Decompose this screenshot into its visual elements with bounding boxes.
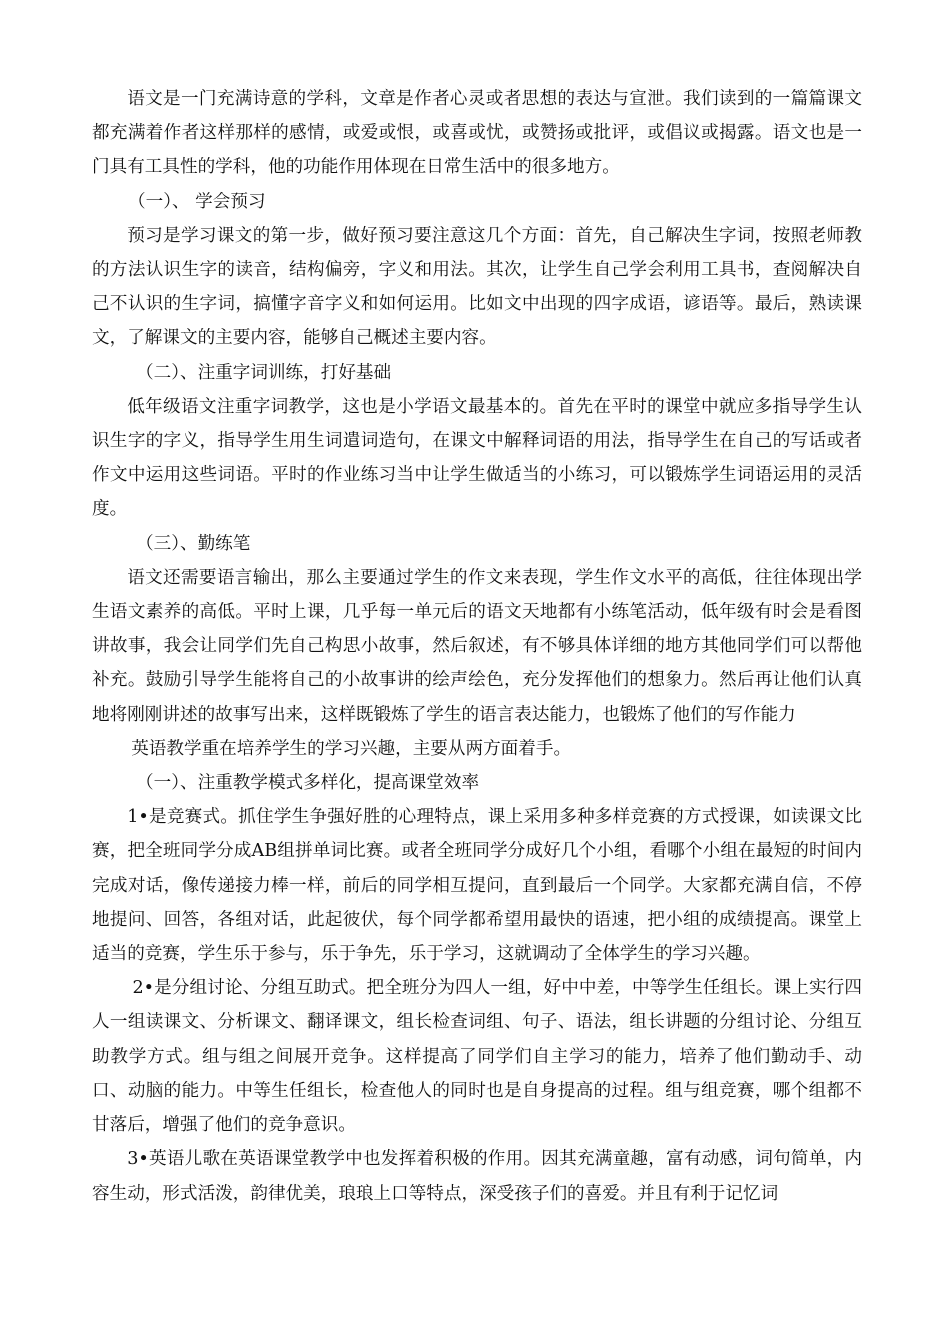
paragraph-english-songs: 3•英语儿歌在英语课堂教学中也发挥着积极的作用。因其充满童趣，富有动感，词句简单，内容生动，形式活泼，韵律优美，琅琅上口等特点，深受孩子们的喜爱。并且有利于记忆词 — [92, 1149, 862, 1204]
paragraph-competition-method: 1•是竞赛式。抓住学生争强好胜的心理特点，课上采用多种多样竞赛的方式授课，如读课文比赛，把全班同学分成AB组拼单词比赛。或者全班同学分成好几个小组，看哪个小组在最短的时间内完成对话，像传递接力棒一样，前后的同学相互提问，直到最后一个同学。大家都充满自信，不停地提问、回答，各组对话，此起彼伏，每个同学都希望用最快的语速，把小组的成绩提高。课堂上适当的竞赛，学生乐于参与，乐于争先，乐于学习，这就调动了全体学生的学习兴趣。 — [92, 807, 862, 965]
heading-teaching-modes: （一）、注重教学模式多样化，提高课堂效率 — [136, 773, 480, 794]
document-body — [92, 82, 862, 1211]
paragraph-preview: 预习是学习课文的第一步，做好预习要注意这几个方面：首先，自己解决生字词，按照老师教的方法认识生字的读音，结构偏旁，字义和用法。其次，让学生自己学会利用工具书，查阅解决自己不认识的生字词，搞懂字音字义和如何运用。比如文中出现的四字成语，谚语等。最后，熟读课文，了解课文的主要内容，能够自己概述主要内容。 — [92, 225, 862, 349]
heading-vocabulary-training: （二）、注重字词训练，打好基础 — [136, 362, 392, 383]
paragraph-chinese-intro: 语文是一门充满诗意的学科，文章是作者心灵或者思想的表达与宣泄。我们读到的一篇篇课文都充满着作者这样那样的感情，或爱或恨，或喜或忧，或赞扬或批评，或倡议或揭露。语文也是一门具有工具性的学科，他的功能作用体现在日常生活中的很多地方。 — [92, 89, 862, 178]
paragraph-vocabulary-training: 低年级语文注重字词教学，这也是小学语文最基本的。首先在平时的课堂中就应多指导学生认识生字的字义，指导学生用生词遣词造句，在课文中解释词语的用法，指导学生在自己的写话或者作文中运用这些词语。平时的作业练习当中让学生做适当的小练习，可以锻炼学生词语运用的灵活度。 — [92, 396, 862, 520]
paragraph-english-intro: 英语教学重在培养学生的学习兴趣，主要从两方面着手。 — [131, 738, 572, 759]
paragraph-group-discussion: 2•是分组讨论、分组互助式。把全班分为四人一组，好中中差，中等学生任组长。课上实行四人一组读课文、分析课文、翻译课文，组长检查词组、句子、语法，组长讲题的分组讨论、分组互助教学方式。组与组之间展开竞争。这样提高了同学们自主学习的能力，培养了他们勤动手、动口、动脑的能力。中等生任组长，检查他人的同时也是自身提高的过程。组与组竞赛，哪个组都不甘落后，增强了他们的竞争意识。 — [92, 978, 862, 1136]
heading-writing-practice: （三）、勤练笔 — [136, 533, 251, 554]
heading-preview: （一）、 学会预习 — [128, 191, 266, 212]
paragraph-writing-practice: 语文还需要语言输出，那么主要通过学生的作文来表现，学生作文水平的高低，往往体现出学生语文素养的高低。平时上课，几乎每一单元后的语文天地都有小练笔活动，低年级有时会是看图讲故事，我会让同学们先自己构思小故事，然后叙述，有不够具体详细的地方其他同学们可以帮他补充。鼓励引导学生能将自己的小故事讲的绘声绘色，充分发挥他们的想象力。然后再让他们认真地将刚刚讲述的故事写出来，这样既锻炼了学生的语言表达能力，也锻炼了他们的写作能力 — [92, 567, 862, 725]
